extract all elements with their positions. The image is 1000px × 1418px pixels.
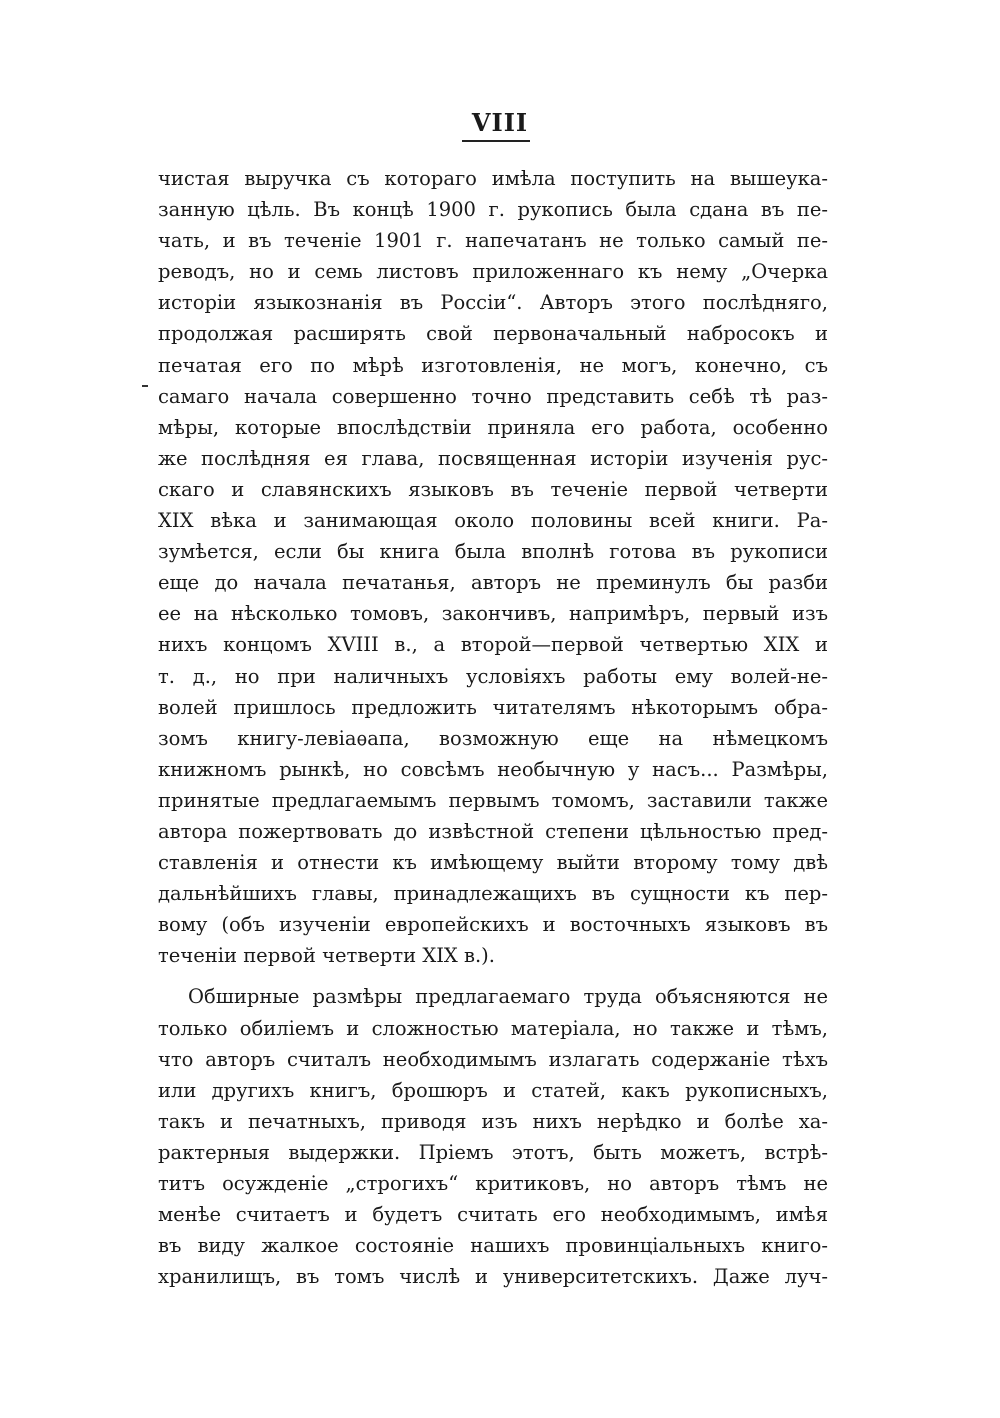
text-line: волей пришлось предложить читателямъ нѣкоторымъ обра- (158, 695, 828, 719)
paragraph-2 (158, 981, 828, 1292)
text-line: вому (объ изученіи европейскихъ и восточныхъ языковъ въ (158, 913, 828, 937)
text-line: XIX вѣка и занимающая около половины всей книги. Ра- (158, 509, 828, 533)
text-line: зумѣется, если бы книга была вполнѣ готова въ рукописи (158, 540, 828, 564)
text-line: теченіи первой четверти XIX в.). (158, 944, 495, 968)
text-line: т. д., но при наличныхъ условіяхъ работы ему волей-не- (158, 664, 828, 688)
text-line: ставленія и отнести къ имѣющему выйти второму тому двѣ (158, 851, 828, 875)
page-number: VIII (471, 108, 529, 137)
text-line: автора пожертвовать до извѣстной степени цѣльностью пред- (158, 819, 828, 843)
text-line: въ виду жалкое состояніе нашихъ провинціальныхъ книго- (158, 1234, 828, 1258)
text-body (158, 163, 828, 1292)
text-line: же послѣдняя ея глава, посвященная исторіи изученія рус- (158, 446, 828, 470)
text-line: принятые предлагаемымъ первымъ томомъ, заставили также (158, 788, 828, 812)
text-line: титъ осужденіе „строгихъ“ критиковъ, но авторъ тѣмъ не (158, 1172, 828, 1195)
text-line: Обширные размѣры предлагаемаго труда объясняются не (188, 985, 828, 1009)
text-line: печатая его по мѣрѣ изготовленія, не могъ, конечно, съ (158, 353, 828, 377)
text-line: еще до начала печатанья, авторъ не преминулъ бы разби (158, 571, 828, 595)
text-line: самаго начала совершенно точно представить себѣ тѣ раз- (158, 384, 828, 408)
text-line: что авторъ считалъ необходимымъ излагать содержаніе тѣхъ (158, 1047, 828, 1071)
text-line: чистая выручка съ котораго имѣла поступить на вышеука- (158, 167, 828, 190)
text-line: менѣе считаетъ и будетъ считать его необходимымъ, имѣя (158, 1203, 828, 1227)
paragraph-1 (158, 163, 828, 971)
text-line: такъ и печатныхъ, приводя изъ нихъ нерѣдко и болѣе ха- (158, 1109, 828, 1133)
text-line: мѣры, которые впослѣдствіи приняла его работа, особенно (158, 415, 828, 439)
text-line: скаго и славянскихъ языковъ въ теченіе первой четверти (158, 477, 828, 501)
text-line: книжномъ рынкѣ, но совсѣмъ необычную у насъ... Размѣры, (158, 757, 828, 781)
text-line: нихъ концомъ XVIII в., а второй—первой четвертью XIX и (158, 633, 828, 657)
text-line: только обиліемъ и сложностью матеріала, но также и тѣмъ, (158, 1016, 828, 1040)
text-line: рактерныя выдержки. Пріемъ этотъ, быть можетъ, встрѣ- (158, 1140, 828, 1164)
text-line: зомъ книгу-левіаѳапа, возможную еще на нѣмецкомъ (158, 726, 828, 750)
text-line: чать, и въ теченіе 1901 г. напечатанъ не только самый пе- (158, 229, 828, 253)
text-line: хранилищъ, въ томъ числѣ и университетскихъ. Даже луч- (158, 1265, 828, 1289)
text-line: ее на нѣсколько томовъ, закончивъ, напримѣръ, первый изъ (158, 602, 828, 626)
text-line: или другихъ книгъ, брошюръ и статей, какъ рукописныхъ, (158, 1078, 828, 1102)
text-line: исторіи языкознанія въ Россіи“. Авторъ этого послѣдняго, (158, 291, 828, 315)
text-line: занную цѣль. Въ концѣ 1900 г. рукопись была сдана въ пе- (158, 198, 828, 222)
margin-mark (142, 385, 148, 387)
text-line: продолжая расширять свой первоначальный набросокъ и (158, 322, 828, 346)
text-line: реводъ, но и семь листовъ приложеннаго къ нему „Очерка (158, 260, 828, 284)
text-line: дальнѣйшихъ главы, принадлежащихъ въ сущности къ пер- (158, 882, 828, 906)
page-number-rule (462, 140, 530, 142)
paragraph-gap (158, 971, 828, 981)
